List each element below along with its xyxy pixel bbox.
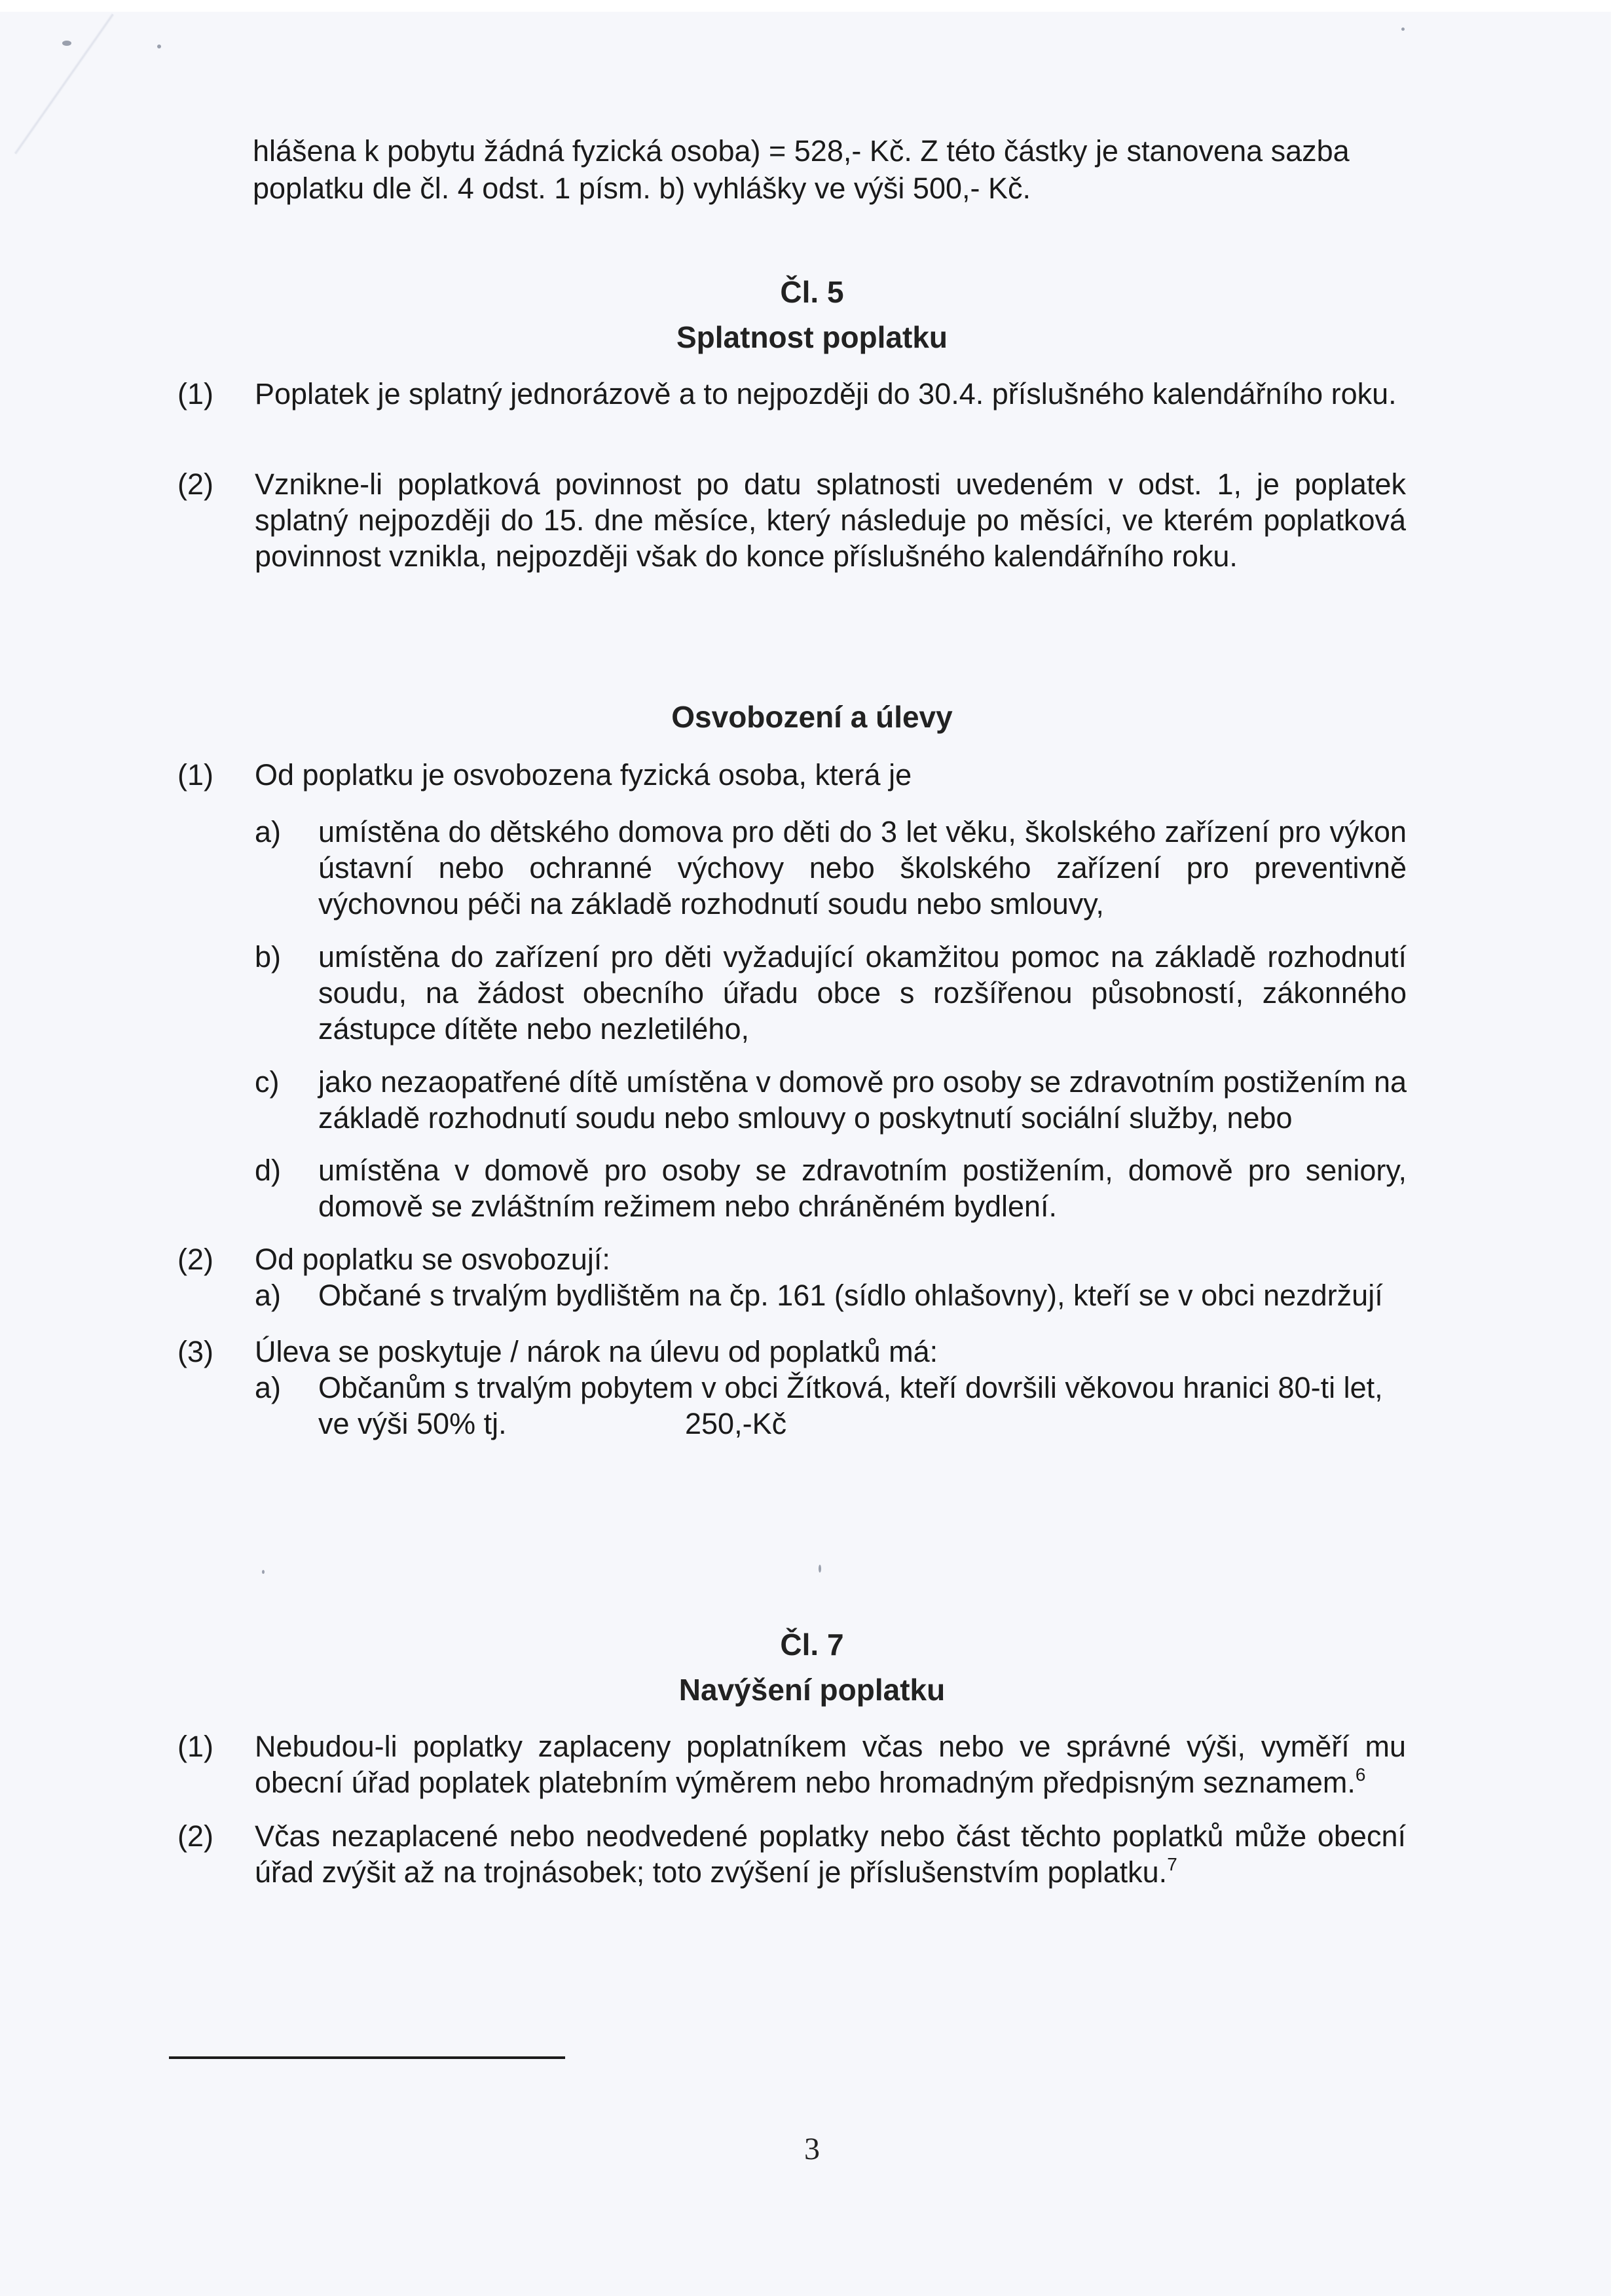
footnote-separator	[169, 2056, 565, 2059]
article-7-title: Navýšení poplatku	[678, 1673, 946, 1707]
article-7-para-2-marker: (2)	[177, 1819, 213, 1853]
article-6-para-1-text: Od poplatku je osvobozena fyzická osoba, která je	[255, 758, 912, 792]
article-7-para-1-body: Nebudou-li poplatky zaplaceny poplatníkem včas nebo ve správné výši, vyměří mu obecní úřad poplatek platebním výměrem nebo hromadným předpisným seznamem.	[255, 1730, 1406, 1799]
scan-speck	[819, 1565, 821, 1573]
article-5-para-2-text: Vznikne-li poplatková povinnost po datu splatnosti uvedeném v odst. 1, je poplatek splatný nejpozději do 15. dne měsíce, který následuje po měsíci, ve kterém poplatková povinnost vznikla, nejpozději však do konce příslušného kalendářního roku.	[255, 467, 1406, 573]
scan-speck	[62, 41, 71, 46]
article-6-para-3-item-a-continuation: ve výši 50% tj.	[318, 1407, 507, 1440]
article-6-para-1-item-d-marker: d)	[255, 1154, 282, 1187]
article-5-para-1-text: Poplatek je splatný jednorázově a to nejpozději do 30.4. příslušného kalendářního roku.	[255, 377, 1397, 410]
article-6-title: Osvobození a úlevy	[671, 700, 953, 734]
article-7-para-1-marker: (1)	[177, 1730, 213, 1763]
article-5-number: Čl. 5	[780, 275, 844, 309]
paper-fold-mark	[14, 13, 115, 155]
scan-speck	[1401, 27, 1405, 31]
article-6-para-3-item-a-text: Občanům s trvalým pobytem v obci Žítková, kteří dovršili věkovou hranici 80-ti let,	[318, 1371, 1383, 1404]
article-6-para-1-item-a-marker: a)	[255, 815, 282, 848]
article-6-para-1-marker: (1)	[177, 758, 213, 792]
article-6-para-2-item-a-marker: a)	[255, 1279, 282, 1312]
article-6-para-3-marker: (3)	[177, 1335, 213, 1368]
footnote-reference-7[interactable]: 7	[1167, 1854, 1177, 1874]
article-6-para-1-item-a-text: umístěna do dětského domova pro děti do 3 let věku, školského zařízení pro výkon ústavní nebo ochranné výchovy nebo školského zařízení pro preventivně výchovnou péči na základě rozhodnutí soudu nebo smlouvy,	[318, 815, 1407, 920]
scan-speck	[262, 1570, 265, 1574]
footnote-reference-6[interactable]: 6	[1355, 1764, 1366, 1785]
article-6-para-1-item-c-marker: c)	[255, 1065, 280, 1099]
article-5-para-2-marker: (2)	[177, 467, 213, 501]
article-6-para-3-item-a-amount: 250,-Kč	[685, 1407, 787, 1440]
article-5-title: Splatnost poplatku	[676, 320, 948, 354]
article-6-para-1-item-b-text: umístěna do zařízení pro děti vyžadující okamžitou pomoc na základě rozhodnutí soudu, na žádost obecního úřadu obce s rozšířenou působností, zákonného zástupce dítěte nebo nezletilého,	[318, 940, 1407, 1046]
article-7-para-2-body: Včas nezaplacené nebo neodvedené poplatky nebo část těchto poplatků může obecní úřad zvýšit až na trojnásobek; toto zvýšení je příslušenstvím poplatku.	[255, 1819, 1406, 1889]
article-6-para-2-marker: (2)	[177, 1243, 213, 1276]
intro-line-1: hlášena k pobytu žádná fyzická osoba) = 528,- Kč. Z této částky je stanovena sazba	[253, 134, 1350, 168]
article-7-para-1-text	[255, 1728, 1406, 1800]
page-number: 3	[804, 2132, 820, 2166]
article-6-para-1-item-d-text: umístěna v domově pro osoby se zdravotním postižením, domově pro seniory, domově se zvláštním režimem nebo chráněném bydlení.	[318, 1154, 1407, 1223]
article-5-para-1-marker: (1)	[177, 377, 213, 410]
article-6-para-1-item-c-text: jako nezaopatřené dítě umístěna v domově pro osoby se zdravotním postižením na základě rozhodnutí soudu nebo smlouvy o poskytnutí sociální služby, nebo	[318, 1065, 1407, 1135]
intro-line-2: poplatku dle čl. 4 odst. 1 písm. b) vyhlášky ve výši 500,- Kč.	[253, 172, 1031, 205]
article-6-para-2-text: Od poplatku se osvobozují:	[255, 1243, 610, 1276]
article-7-number: Čl. 7	[780, 1628, 844, 1662]
article-6-para-1-item-b-marker: b)	[255, 940, 282, 974]
article-6-para-3-item-a-marker: a)	[255, 1371, 282, 1404]
article-6-para-2-item-a-text: Občané s trvalým bydlištěm na čp. 161 (sídlo ohlašovny), kteří se v obci nezdržují	[318, 1279, 1383, 1312]
article-6-para-3-text: Úleva se poskytuje / nárok na úlevu od poplatků má:	[255, 1335, 938, 1368]
scan-border-top	[0, 0, 1624, 12]
scan-speck	[157, 45, 161, 48]
article-7-para-2-text	[255, 1818, 1406, 1890]
